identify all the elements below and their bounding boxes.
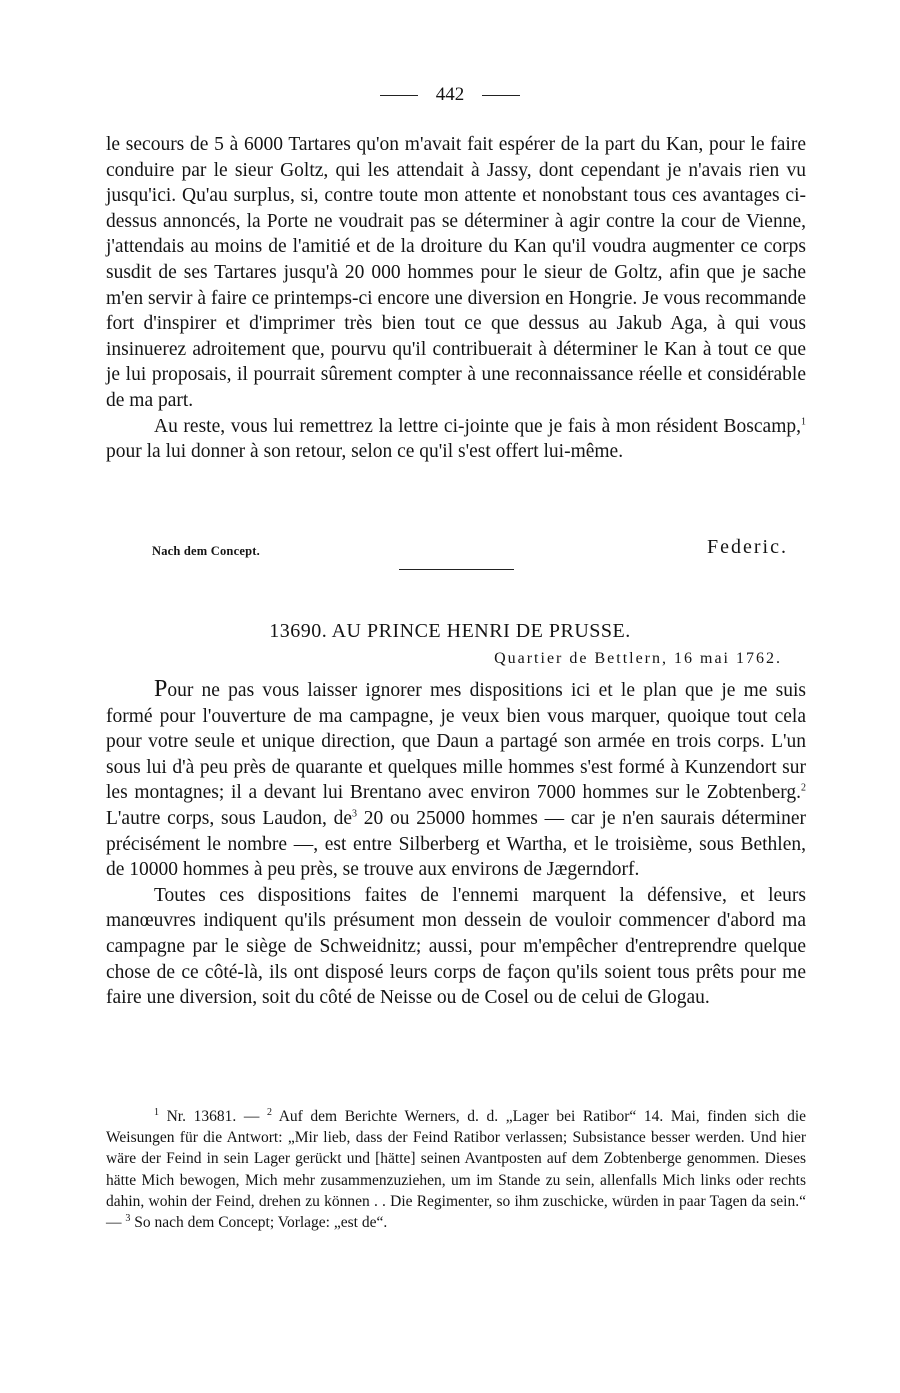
footnotes	[106, 1106, 806, 1233]
letter-paragraph-2: Toutes ces dispositions faites de l'ennemi marquent la défensive, et leurs manœuvres indiquent qu'ils présument mon dessein de vouloir commencer d'abord ma campagne par le siège de Schweidnitz; aussi, pour m'empêcher d'entreprendre quelque chose de ce côté-là, ils ont disposé leurs corps de façon qu'ils soient tous prêts pour me faire une diversion, soit du côté de Neisse ou de Cosel ou de celui de Glogau.	[106, 884, 806, 1009]
header-dash-left	[380, 95, 418, 96]
header-dash-right	[482, 95, 520, 96]
footnote-ref-2: 2	[801, 782, 806, 794]
dropcap: P	[154, 676, 168, 702]
paragraph-2: Au reste, vous lui remettrez la lettre ci-jointe que je fais à mon résident Boscamp,$^1$ pour la lui donner à son retour, selon ce qu'il s'est offert lui-même.	[106, 415, 806, 463]
paragraph-1: le secours de 5 à 6000 Tartares qu'on m'avait fait espérer de la part du Kan, pour le faire conduire par le sieur Goltz, qui les attendait à Jassy, dont cependant je n'avais rien vu jusqu'ici. Qu'au surplus, si, contre toute mon attente et nonobstant tous ces avantages ci-dessus annoncés, la Porte ne voudrait pas se déterminer à agir contre la cour de Vienne, j'attendais au moins de l'amitié et de la droiture du Kan qu'il voudra augmenter ce corps susdit de ses Tartares jusqu'à 20 000 hommes pour le sieur de Goltz, afin que je sache m'en servir à faire ce printemps-ci encore une diversion en Hongrie. Je vous recommande fort d'inspirer et d'imprimer très bien tout ce que dessus au Jakub Aga, à qui vous insinuerez adroitement que, pourvu qu'il contribuerait à déterminer le Kan à tout ce que je lui proposais, il pourrait sûrement compter à une reconnaissance réelle et considérable de ma part.	[106, 134, 806, 411]
page-header	[0, 84, 900, 106]
page-number: 442	[435, 84, 465, 105]
footnote-block: $^1$ Nr. 13681. — $^2$ Auf dem Berichte Werners, d. d. „Lager bei Ratibor“ 14. Mai, finden sich die Weisungen für die Antwort: „Mir lieb, dass der Feind Ratibor verlassen; Subsistance besser werden. Und hier wäre der Feind in sein Lager gerückt und [hätte] seinen Avantposten auf dem Zobtenberge genommen. Dieses hätte Mich bewogen, Mich mehr zusammenzuziehen, um im Stande zu sein, allenfalls Mich links oder rechts dahin, wohin der Feind, drehen zu können . . Die Regimenter, so ihm zuschicke, würden in paar Tagen da sein.“ — $^3$ So nach dem Concept; Vorlage: „est de“.	[106, 1106, 807, 1232]
signature: Federic.	[707, 536, 788, 558]
letter-paragraph-1: Pour ne pas vous laisser ignorer mes dispositions ici et le plan que je me suis formé pour l'ouverture de ma campagne, je veux bien vous marquer, quoique tout cela pour votre seule et unique direction, que Daun a partagé son armée en trois corps. L'un sous lui d'à peu près de quarante et quelques mille hommes s'est formé à Kunzendort sur les montagnes; il a devant lui Brentano avec environ 7000 hommes sur le Zobtenberg.$^2$ L'autre corps, sous Laudon, $de^3$ 20 ou 25000 hommes — car je n'en saurais déterminer précisément le nombre —, est entre Silberberg et Wartha, et le troisième, sous Bethlen, de 10000 hommes à peu près, se trouve aux environs de Jægerndorf.	[106, 676, 806, 881]
footnote-ref-3: 3	[352, 808, 358, 820]
section-divider	[399, 569, 514, 570]
letter-place-date: Quartier de Bettlern, 16 mai 1762.	[494, 650, 782, 667]
concept-note: Nach dem Concept.	[152, 544, 260, 558]
letter-continuation	[106, 132, 806, 465]
footnote-ref-1: 1	[801, 416, 806, 428]
letter-title: 13690. AU PRINCE HENRI DE PRUSSE.	[269, 620, 631, 642]
letter-body	[106, 677, 806, 1011]
